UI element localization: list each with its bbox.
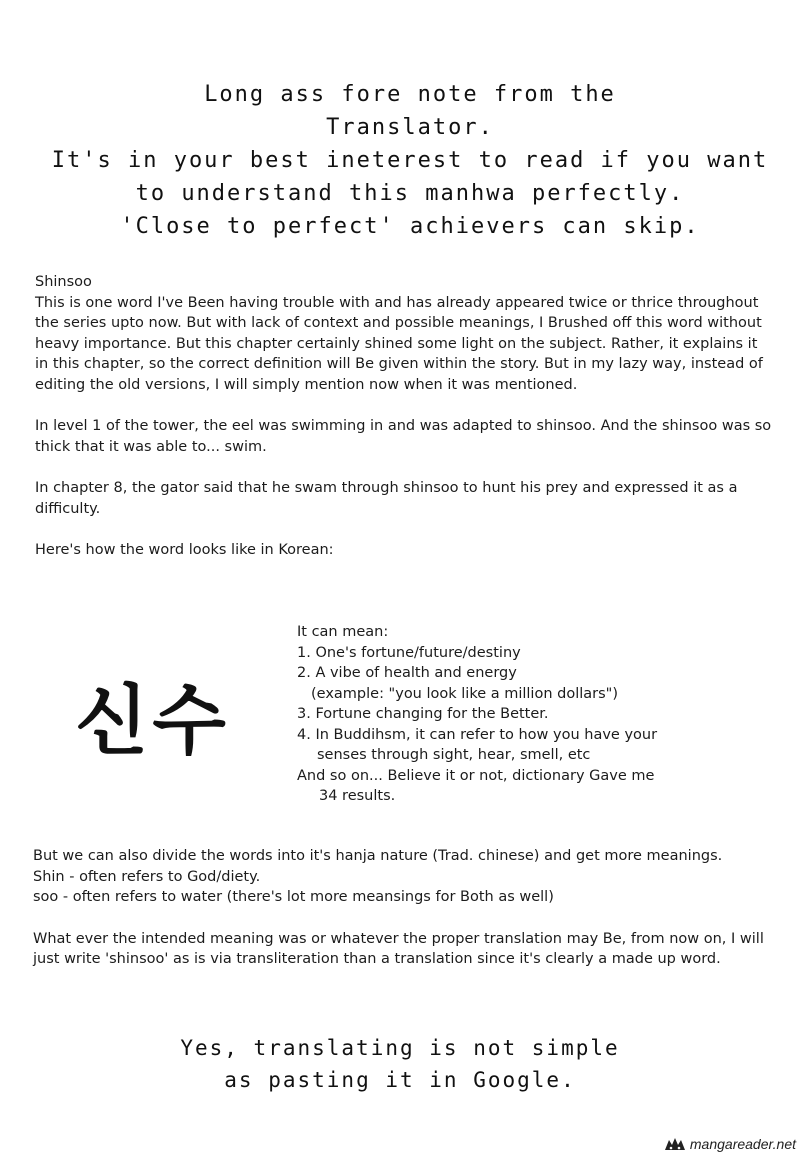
meanings-closing: And so on... Believe it or not, dictionary Gave me — [297, 767, 655, 784]
meanings-intro: It can mean: — [297, 624, 389, 640]
meanings-list — [297, 622, 777, 807]
hanja-paragraph: But we can also divide the words into it's hanja nature (Trad. chinese) and get more meanings. — [33, 848, 723, 864]
meaning-item: 3. Fortune changing for the Better. — [297, 706, 549, 722]
intro-section — [35, 272, 775, 582]
watermark-text: mangareader.net — [689, 1136, 796, 1152]
closing-line: as pasting it in Google. — [224, 1068, 576, 1092]
title-line: 'Close to perfect' achievers can skip. — [120, 214, 700, 239]
korean-intro-paragraph: Here's how the word looks like in Korean: — [35, 542, 334, 558]
shin-definition: Shin - often refers to God/diety. — [33, 868, 261, 885]
meaning-item: 4. In Buddihsm, it can refer to how you have your — [297, 726, 658, 743]
korean-word: 신수 — [75, 676, 230, 765]
watermark — [663, 1136, 796, 1152]
intro-paragraph: This is one word I've Been having trouble with and has already appeared twice or thrice throughout the series upto now. But with lack of context and possible meanings, I Brushed off this word without heavy importance. But this chapter certainly shined some light on the subject. Rather, it explains it in this chapter, so the correct definition will Be given within the story. But in my lazy way, instead of editing the old versions, I will simply mention now when it was mentioned. — [35, 294, 763, 393]
meanings-closing: 34 results. — [319, 788, 396, 804]
term-heading: Shinsoo — [35, 274, 92, 290]
soo-definition: soo - often refers to water (there's lot more meansings for Both as well) — [33, 889, 554, 905]
conclusion-paragraph: What ever the intended meaning was or whatever the proper translation may Be, from now on, I will just write 'shinsoo' as is via transliteration than a translation since it's clearly a made up word. — [33, 930, 764, 967]
closing-line: Yes, translating is not simple — [180, 1036, 620, 1060]
note-title — [40, 78, 780, 243]
level1-paragraph: In level 1 of the tower, the eel was swimming in and was adapted to shinsoo. And the shinsoo was so thick that it was able to... swim. — [35, 418, 772, 455]
meaning-item: 2. A vibe of health and energy — [297, 665, 517, 681]
title-line: to understand this manhwa perfectly. — [135, 181, 685, 206]
outro-section — [33, 846, 778, 991]
title-line: Long ass fore note from the — [204, 82, 616, 107]
meaning-item: senses through sight, hear, smell, etc — [317, 747, 591, 763]
meaning-item: 1. One's fortune/future/destiny — [297, 644, 521, 661]
title-line: Translator. — [326, 115, 494, 140]
meaning-item: (example: "you look like a million dollars") — [311, 685, 618, 702]
mangareader-logo-icon — [663, 1136, 687, 1152]
chapter8-paragraph: In chapter 8, the gator said that he swam through shinsoo to hunt his prey and expressed it as a difficulty. — [35, 480, 738, 517]
closing-remark — [100, 1032, 700, 1096]
title-line: It's in your best ineterest to read if you want — [51, 148, 769, 173]
